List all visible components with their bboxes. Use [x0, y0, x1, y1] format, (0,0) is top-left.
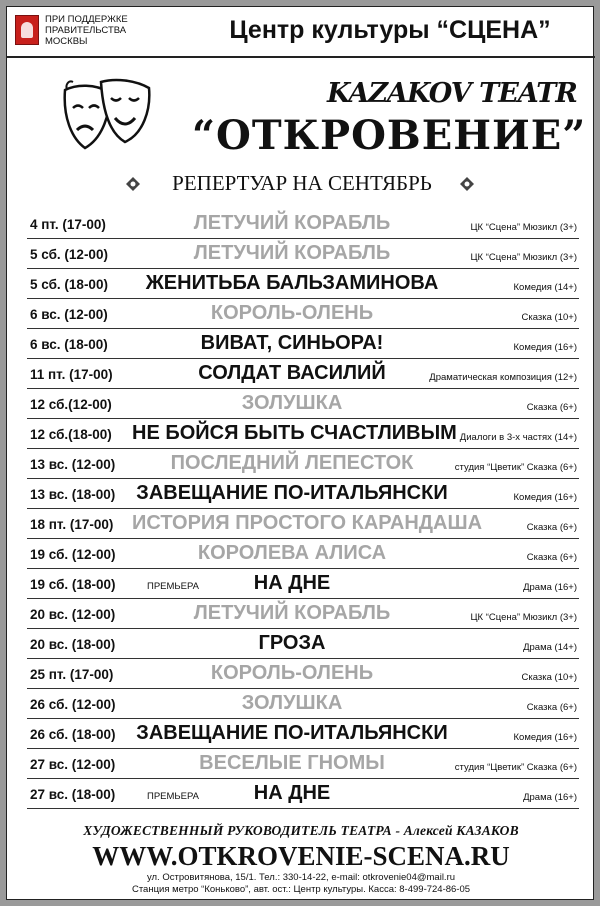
performance-title: ЛЕТУЧИЙ КОРАБЛЬ	[193, 212, 391, 234]
culture-center-title: Центр культуры “СЦЕНА”	[229, 16, 551, 44]
performance-row	[27, 779, 579, 809]
premiere-note: ПРЕМЬЕРА	[147, 791, 200, 802]
performance-genre: Комедия (14+)	[513, 282, 577, 293]
performance-list	[27, 209, 579, 809]
performance-date: 20 вс. (12-00)	[30, 607, 116, 622]
performance-date: 4 пт. (17-00)	[30, 217, 106, 232]
performance-row	[27, 749, 579, 779]
performance-title: ВЕСЕЛЫЕ ГНОМЫ	[199, 752, 385, 774]
performance-genre: студия “Цветик” Сказка (6+)	[454, 462, 577, 473]
address-line: Станция метро “Коньково”, авт. ост.: Центр культуры. Касса: 8-499-724-86-05	[131, 884, 471, 895]
performance-genre: Драма (14+)	[523, 642, 577, 653]
performance-title: ГРОЗА	[258, 632, 326, 654]
performance-date: 6 вс. (12-00)	[30, 307, 108, 322]
ornament-left-icon	[125, 176, 141, 192]
performance-title: ЗОЛУШКА	[241, 392, 343, 414]
theatre-block	[7, 58, 595, 166]
performance-row	[27, 389, 579, 419]
repertoire-heading	[7, 167, 595, 197]
performance-row	[27, 599, 579, 629]
performance-row	[27, 479, 579, 509]
performance-genre: Сказка (6+)	[526, 522, 577, 533]
performance-title: ЛЕТУЧИЙ КОРАБЛЬ	[193, 242, 391, 264]
header	[7, 7, 595, 57]
performance-title: ВИВАТ, СИНЬОРА!	[200, 332, 384, 354]
performance-date: 26 сб. (12-00)	[30, 697, 116, 712]
performance-title: ЗОЛУШКА	[241, 692, 343, 714]
performance-genre: ЦК “Сцена” Мюзикл (3+)	[470, 612, 577, 623]
performance-row	[27, 359, 579, 389]
performance-title: КОРОЛЕВА АЛИСА	[197, 542, 387, 564]
performance-genre: Комедия (16+)	[513, 342, 577, 353]
performance-date: 19 сб. (12-00)	[30, 547, 116, 562]
performance-date: 13 вс. (18-00)	[30, 487, 116, 502]
performance-title: НЕ БОЙСЯ БЫТЬ СЧАСТЛИВЫМ	[132, 422, 457, 444]
performance-date: 25 пт. (17-00)	[30, 667, 114, 682]
performance-date: 5 сб. (18-00)	[30, 277, 108, 292]
performance-title: ИСТОРИЯ ПРОСТОГО КАРАНДАША	[132, 512, 483, 534]
performance-title: ЗАВЕЩАНИЕ ПО-ИТАЛЬЯНСКИ	[136, 482, 448, 504]
theatre-masks-icon	[59, 76, 155, 156]
performance-genre: студия “Цветик” Сказка (6+)	[454, 762, 577, 773]
performance-row	[27, 449, 579, 479]
performance-row	[27, 689, 579, 719]
theatre-title: “ОТКРОВЕНИЕ”	[192, 112, 587, 159]
performance-date: 26 сб. (18-00)	[30, 727, 116, 742]
performance-date: 5 сб. (12-00)	[30, 247, 108, 262]
performance-genre: Диалоги в 3-х частях (14+)	[459, 432, 577, 443]
performance-row	[27, 509, 579, 539]
premiere-note: ПРЕМЬЕРА	[147, 581, 200, 592]
performance-date: 13 вс. (12-00)	[30, 457, 116, 472]
performance-title: ЛЕТУЧИЙ КОРАБЛЬ	[193, 602, 391, 624]
performance-date: 6 вс. (18-00)	[30, 337, 108, 352]
performance-genre: ЦК “Сцена” Мюзикл (3+)	[470, 222, 577, 233]
performance-row	[27, 329, 579, 359]
performance-genre: Драма (16+)	[523, 582, 577, 593]
support-text	[45, 14, 175, 47]
support-line: МОСКВЫ	[45, 36, 88, 47]
support-line: ПРАВИТЕЛЬСТВА	[45, 25, 127, 36]
performance-date: 11 пт. (17-00)	[30, 367, 113, 382]
performance-row	[27, 419, 579, 449]
performance-genre: Сказка (6+)	[526, 402, 577, 413]
repertoire-title: РЕПЕРТУАР НА СЕНТЯБРЬ	[172, 171, 432, 195]
performance-title: НА ДНЕ	[253, 572, 331, 594]
performance-row	[27, 239, 579, 269]
performance-row	[27, 539, 579, 569]
address-block	[7, 872, 595, 896]
performance-genre: Драма (16+)	[523, 792, 577, 803]
performance-title: ЗАВЕЩАНИЕ ПО-ИТАЛЬЯНСКИ	[136, 722, 448, 744]
director-credit: ХУДОЖЕСТВЕННЫЙ РУКОВОДИТЕЛЬ ТЕАТРА - Алексей КАЗАКОВ	[83, 823, 519, 838]
support-line: ПРИ ПОДДЕРЖКЕ	[45, 14, 128, 25]
performance-title: ПОСЛЕДНИЙ ЛЕПЕСТОК	[170, 452, 414, 474]
ornament-right-icon	[459, 176, 475, 192]
performance-date: 19 сб. (18-00)	[30, 577, 116, 592]
performance-title: СОЛДАТ ВАСИЛИЙ	[198, 362, 386, 384]
performance-genre: Сказка (6+)	[526, 702, 577, 713]
performance-date: 27 вс. (18-00)	[30, 787, 116, 802]
performance-title: КОРОЛЬ-ОЛЕНЬ	[210, 302, 374, 324]
performance-date: 27 вс. (12-00)	[30, 757, 116, 772]
performance-row	[27, 299, 579, 329]
website-link[interactable]: WWW.OTKROVENIE-SCENA.RU	[92, 841, 510, 871]
address-line: ул. Островитянова, 15/1. Тел.: 330-14-22, e-mail: otkrovenie04@mail.ru	[146, 872, 456, 883]
performance-genre: Комедия (16+)	[513, 732, 577, 743]
performance-row	[27, 629, 579, 659]
performance-genre: Сказка (10+)	[521, 312, 577, 323]
performance-genre: ЦК “Сцена” Мюзикл (3+)	[470, 252, 577, 263]
performance-row	[27, 209, 579, 239]
poster	[6, 6, 594, 900]
performance-date: 20 вс. (18-00)	[30, 637, 116, 652]
performance-title: НА ДНЕ	[253, 782, 331, 804]
performance-row	[27, 569, 579, 599]
performance-genre: Комедия (16+)	[513, 492, 577, 503]
performance-title: ЖЕНИТЬБА БАЛЬЗАМИНОВА	[145, 272, 439, 294]
performance-genre: Сказка (6+)	[526, 552, 577, 563]
performance-row	[27, 269, 579, 299]
performance-row	[27, 659, 579, 689]
performance-genre: Драматическая композиция (12+)	[429, 372, 577, 383]
performance-date: 12 сб.(18-00)	[30, 427, 112, 442]
performance-genre: Сказка (10+)	[521, 672, 577, 683]
theatre-brand: KAZAKOV TEATR	[327, 78, 577, 109]
moscow-coat-of-arms-icon	[15, 15, 39, 45]
performance-date: 18 пт. (17-00)	[30, 517, 114, 532]
performance-title: КОРОЛЬ-ОЛЕНЬ	[210, 662, 374, 684]
performance-row	[27, 719, 579, 749]
performance-date: 12 сб.(12-00)	[30, 397, 112, 412]
